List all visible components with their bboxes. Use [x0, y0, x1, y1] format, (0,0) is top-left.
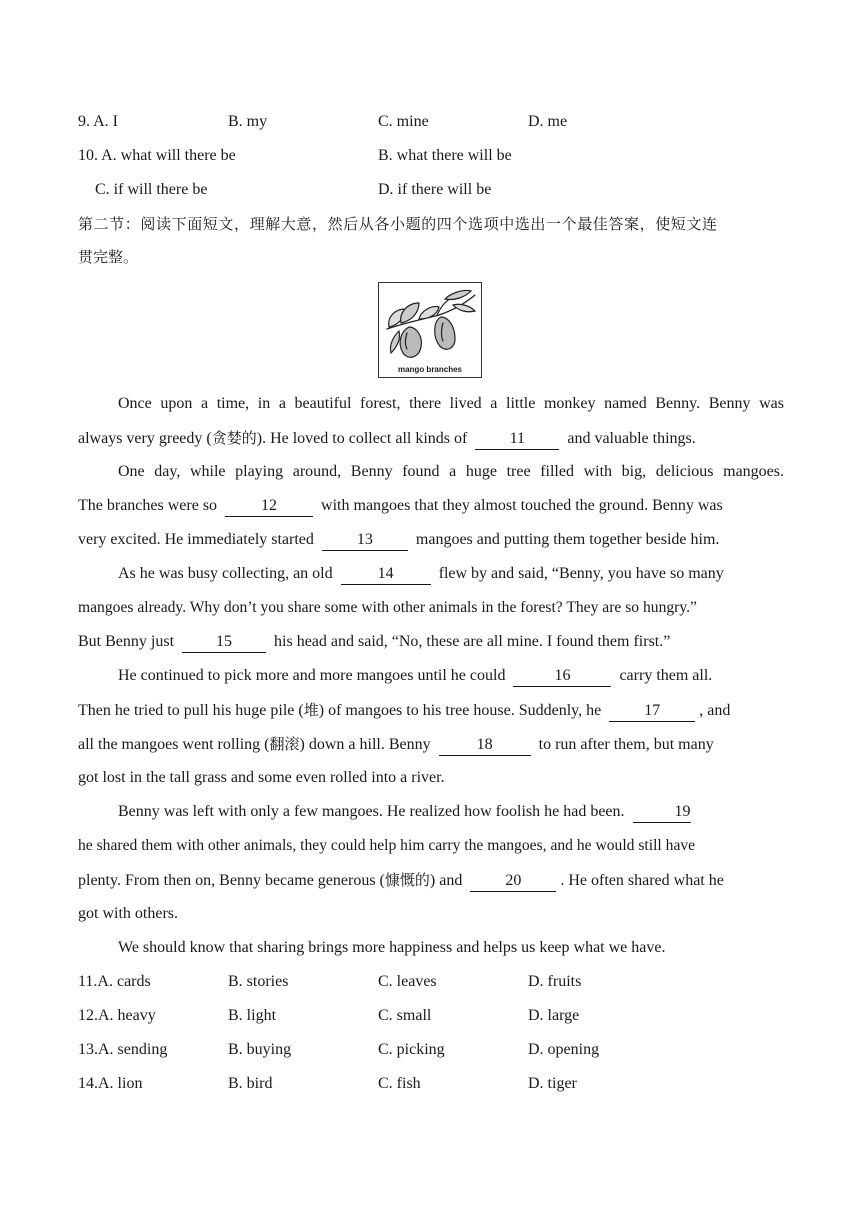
p3-text: flew by and said, “Benny, you have so many [438, 565, 724, 582]
p5-text: plenty. From then on, Benny became generous ( [78, 872, 385, 889]
p3-text: But Benny just [78, 633, 175, 650]
p5-text: . He often shared what he [560, 872, 724, 889]
p4-text: ) of mangoes to his tree house. Suddenly, he [318, 702, 602, 719]
p4-text: carry them all. [619, 667, 713, 684]
p3-line3 [78, 625, 784, 659]
p4-text: He continued to pick more and more mangoes until he could [118, 667, 506, 684]
q9-option-d: D. me [528, 113, 568, 130]
q13-option-a[interactable]: 13.A. sending [78, 1041, 168, 1058]
p1-cjk-gloss: 贪婪的 [211, 429, 257, 447]
figure-caption: mango branches [397, 365, 462, 374]
blank-20[interactable]: 20 [470, 871, 556, 892]
q11-option-a[interactable]: 11.A. cards [78, 973, 151, 990]
p5-text: Benny was left with only a few mangoes. He realized how foolish he had been. [118, 803, 625, 820]
p5-text: ) and [429, 872, 463, 889]
blank-19[interactable]: 19 [633, 802, 691, 823]
p3-line2: mangoes already. Why don’t you share some with other animals in the forest? They are so hungry.” [78, 599, 697, 616]
blank-17[interactable]: 17 [609, 701, 695, 722]
p4-text: , and [699, 702, 731, 719]
p1-line1: Once upon a time, in a beautiful forest, there lived a little monkey named Benny. Benny was [118, 395, 784, 412]
q10-option-a: 10. A. what will there be [78, 147, 236, 164]
blank-14[interactable]: 14 [341, 564, 431, 585]
question-9-options [78, 105, 784, 139]
q13-option-d[interactable]: D. opening [528, 1041, 600, 1058]
blank-11[interactable]: 11 [475, 429, 559, 450]
blank-16[interactable]: 16 [513, 666, 611, 687]
p4-cjk-gloss: 翻滚 [269, 735, 300, 753]
p5-line4: got with others. [78, 905, 178, 922]
q13-option-b[interactable]: B. buying [228, 1041, 292, 1058]
q10-option-b: B. what there will be [378, 147, 512, 164]
q11-option-d[interactable]: D. fruits [528, 973, 582, 990]
p4-line1 [118, 659, 784, 693]
p1-text: and valuable things. [567, 430, 696, 447]
question-10-options-row2 [78, 173, 784, 207]
p5-cjk-gloss: 慷慨的 [384, 871, 430, 889]
p4-text: all the mangoes went rolling ( [78, 736, 270, 753]
p2-line3 [78, 523, 784, 557]
q10-option-c: C. if will there be [95, 181, 208, 198]
q9-option-c: C. mine [378, 113, 429, 130]
p2-text: mangoes and putting them together beside him. [415, 531, 720, 548]
mango-branches-figure [378, 282, 482, 378]
q12-option-b[interactable]: B. light [228, 1007, 277, 1024]
q14-option-b[interactable]: B. bird [228, 1075, 273, 1092]
mango-branch-illustration-icon [379, 283, 481, 377]
p2-text: very excited. He immediately started [78, 531, 314, 548]
p2-line1: One day, while playing around, Benny found a huge tree filled with big, delicious mangoes. [118, 463, 784, 480]
q14-option-a[interactable]: 14.A. lion [78, 1075, 143, 1092]
p3-text: his head and said, “No, these are all mine. I found them first.” [274, 633, 671, 650]
p5-line2: he shared them with other animals, they could help him carry the mangoes, and he would still have [78, 837, 696, 854]
q9-option-b: B. my [228, 113, 268, 130]
p4-line3 [78, 727, 784, 761]
p5-line3 [78, 863, 784, 897]
q12-option-c[interactable]: C. small [378, 1007, 432, 1024]
section-2-instruction-cont: 贯完整。 [78, 248, 139, 266]
question-10-options-row1 [78, 139, 784, 173]
q11-option-b[interactable]: B. stories [228, 973, 289, 990]
q14-option-d[interactable]: D. tiger [528, 1075, 577, 1092]
p4-line4: got lost in the tall grass and some even rolled into a river. [78, 769, 445, 786]
q9-option-a: 9. A. I [78, 113, 118, 130]
p4-text: Then he tried to pull his huge pile ( [78, 702, 304, 719]
p3-line1 [118, 557, 784, 591]
q11-option-c[interactable]: C. leaves [378, 973, 437, 990]
blank-12[interactable]: 12 [225, 496, 313, 517]
p2-line2 [78, 489, 784, 523]
p5-line1 [118, 795, 784, 829]
p4-text: ) down a hill. Benny [299, 736, 431, 753]
p4-text: to run after them, but many [538, 736, 714, 753]
section-2-instruction: 第二节：阅读下面短文，理解大意，然后从各小题的四个选项中选出一个最佳答案，使短文连 [78, 215, 718, 233]
p2-text: with mangoes that they almost touched the ground. Benny was [321, 497, 723, 514]
p2-text: The branches were so [78, 497, 218, 514]
p4-line2 [78, 693, 784, 727]
p6-line1: We should know that sharing brings more happiness and helps us keep what we have. [118, 939, 666, 956]
p1-text: ). He loved to collect all kinds of [256, 430, 468, 447]
q10-option-d: D. if there will be [378, 181, 492, 198]
question-11-options [78, 965, 784, 999]
blank-13[interactable]: 13 [322, 530, 408, 551]
blank-18[interactable]: 18 [439, 735, 531, 756]
p4-cjk-gloss: 堆 [303, 701, 319, 719]
p3-text: As he was busy collecting, an old [118, 565, 333, 582]
blank-15[interactable]: 15 [182, 632, 266, 653]
question-14-options [78, 1067, 784, 1101]
q14-option-c[interactable]: C. fish [378, 1075, 421, 1092]
q12-option-d[interactable]: D. large [528, 1007, 580, 1024]
question-12-options [78, 999, 784, 1033]
p1-line2 [78, 421, 784, 455]
q13-option-c[interactable]: C. picking [378, 1041, 445, 1058]
p1-text: always very greedy ( [78, 430, 212, 447]
q12-option-a[interactable]: 12.A. heavy [78, 1007, 156, 1024]
question-13-options [78, 1033, 784, 1067]
